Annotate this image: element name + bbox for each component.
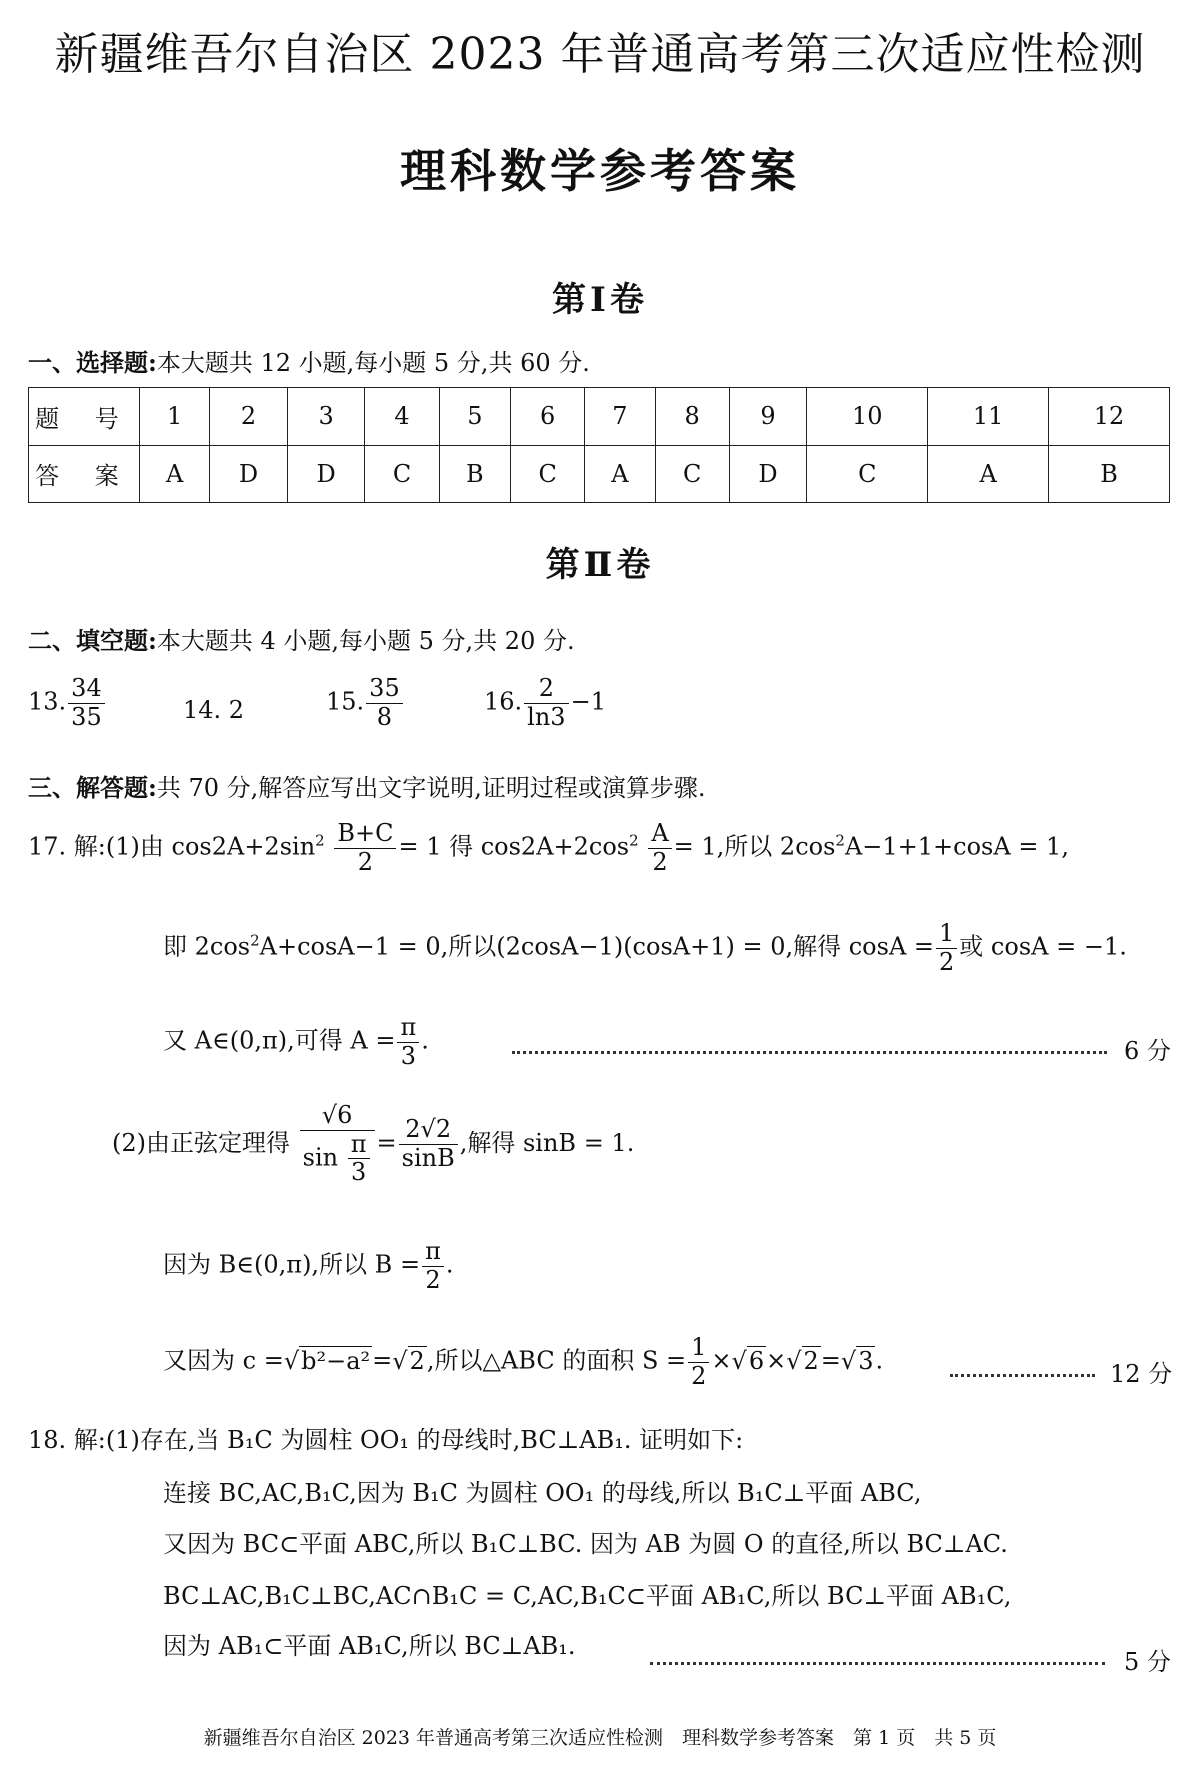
section-1-title: 一、选择题:: [28, 348, 157, 377]
section-2-heading: [28, 621, 575, 656]
fill-answer-13: 13. $\frac{34}{35}$: [28, 675, 107, 731]
table-row-answers: [29, 445, 1170, 503]
fraction: $\frac{34}{35}$: [68, 675, 105, 731]
fill-answer-15: 15. $\frac{35}{8}$: [326, 675, 405, 731]
table-header-answer: 答 案: [29, 445, 140, 503]
table-cell: 10: [807, 388, 928, 446]
table-cell: 1: [140, 388, 210, 446]
table-cell: D: [729, 445, 807, 503]
section-3-title: 三、解答题:: [28, 773, 157, 802]
table-cell: B: [439, 445, 510, 503]
dotted-leader: [950, 1374, 1095, 1377]
score-6: 6 分: [1124, 1037, 1171, 1065]
q18-line-3: 又因为 BC⊂平面 ABC,所以 B₁C⊥BC. 因为 AB 为圆 O 的直径,所以 BC⊥AC.: [163, 1530, 1008, 1558]
fraction: $\frac{A}{2}$: [648, 820, 671, 876]
score-12: 12 分: [1110, 1360, 1173, 1388]
page-title: 理科数学参考答案: [400, 144, 800, 198]
table-cell: 3: [287, 388, 365, 446]
section-3-desc: 共 70 分,解答应写出文字说明,证明过程或演算步骤.: [156, 774, 706, 802]
fraction: √6 sin $\frac{\pi}{3}$: [300, 1102, 375, 1187]
table-cell: A: [585, 445, 655, 503]
table-cell: D: [287, 445, 365, 503]
dotted-leader: [650, 1662, 1105, 1665]
section-1-desc: 本大题共 12 小题,每小题 5 分,共 60 分.: [156, 349, 590, 377]
sqrt: √b²−a²: [283, 1346, 371, 1375]
table-cell: A: [140, 445, 210, 503]
q17-line-4: (2)由正弦定理得 √6 sin $\frac{\pi}{3}$ = $\frac{2√2}{\sin B}$ ,解得 sinB = 1.: [112, 1101, 635, 1187]
fraction: $\frac{\pi}{3}$: [397, 1014, 419, 1070]
table-cell: D: [210, 445, 288, 503]
q17-line-6: 又因为 c =√b²−a²=√2,所以△ABC 的面积 S = $\frac{1}{2}$ ×√6×√2=√3.: [163, 1333, 884, 1390]
volume-2-label: 第Ⅱ卷: [545, 545, 655, 585]
fraction: $\frac{B+C}{2}$: [334, 820, 396, 876]
fill-answer-16: 16. $\frac{2}{\ln 3}$ −1: [484, 674, 606, 731]
table-cell: C: [807, 445, 928, 503]
table-cell: C: [655, 445, 729, 503]
q17-line-5: 因为 B∈(0,π),所以 B = $\frac{\pi}{2}$ .: [163, 1237, 454, 1294]
section-1-heading: [28, 343, 590, 378]
table-row-numbers: [29, 388, 1170, 446]
dotted-leader: [512, 1051, 1107, 1054]
table-cell: 9: [729, 388, 807, 446]
table-cell: C: [365, 445, 439, 503]
section-3-heading: [28, 768, 706, 803]
table-header-number: 题 号: [29, 388, 140, 446]
q18-line-1: 18. 解:(1)存在,当 B₁C 为圆柱 OO₁ 的母线时,BC⊥AB₁. 证明如下:: [28, 1426, 744, 1454]
table-cell: B: [1049, 445, 1170, 503]
fraction: $\frac{35}{8}$: [366, 675, 403, 731]
q18-line-5: 因为 AB₁⊂平面 AB₁C,所以 BC⊥AB₁.: [163, 1632, 576, 1660]
fraction: $\frac{1}{2}$: [936, 920, 957, 976]
score-5: 5 分: [1124, 1648, 1171, 1676]
q17-line-2: 即 $2\cos^2A+\cos A-1 = 0$,所以(2cosA−1)(cosA+1) = 0,解得 cosA = $\frac{1}{2}$ 或 cosA = −1.: [163, 919, 1127, 976]
q17-line-1: 17. 解:(1)由 $\cos 2A+2\sin^2$ $\frac{B+C}{2}$ = 1 得 $\cos 2A+2\cos^2$ $\frac{A}{2}$ = 1,所以 $2\cos^2A-1+1+\cos A = 1$,: [28, 819, 1069, 876]
q17-line-3: 又 A∈(0,π),可得 A = $\frac{\pi}{3}$ .: [163, 1013, 429, 1070]
fraction: $\frac{2}{\ln 3}$: [524, 675, 568, 731]
section-2-title: 二、填空题:: [28, 626, 157, 655]
table-cell: 2: [210, 388, 288, 446]
table-cell: 6: [511, 388, 585, 446]
table-cell: 5: [439, 388, 510, 446]
table-cell: 12: [1049, 388, 1170, 446]
table-cell: A: [928, 445, 1049, 503]
table-cell: 8: [655, 388, 729, 446]
table-cell: 7: [585, 388, 655, 446]
table-cell: 11: [928, 388, 1049, 446]
q18-line-2: 连接 BC,AC,B₁C,因为 B₁C 为圆柱 OO₁ 的母线,所以 B₁C⊥平面 ABC,: [163, 1479, 922, 1507]
table-cell: 4: [365, 388, 439, 446]
page-footer: 新疆维吾尔自治区 2023 年普通高考第三次适应性检测 理科数学参考答案 第 1 页 共 5 页: [203, 1727, 997, 1749]
fraction: $\frac{1}{2}$: [688, 1334, 709, 1390]
volume-1-label: 第Ⅰ卷: [552, 280, 648, 320]
fraction: $\frac{\pi}{2}$: [422, 1238, 444, 1294]
answer-table: [28, 387, 1170, 503]
section-2-desc: 本大题共 4 小题,每小题 5 分,共 20 分.: [156, 627, 575, 655]
fraction: $\frac{2√2}{\sin B}$: [399, 1116, 458, 1172]
exam-title: 新疆维吾尔自治区 2023 年普通高考第三次适应性检测: [54, 29, 1146, 80]
q18-line-4: BC⊥AC,B₁C⊥BC,AC∩B₁C = C,AC,B₁C⊂平面 AB₁C,所以 BC⊥平面 AB₁C,: [163, 1582, 1012, 1610]
fill-answer-14: 14. 2: [183, 696, 245, 724]
table-cell: C: [511, 445, 585, 503]
